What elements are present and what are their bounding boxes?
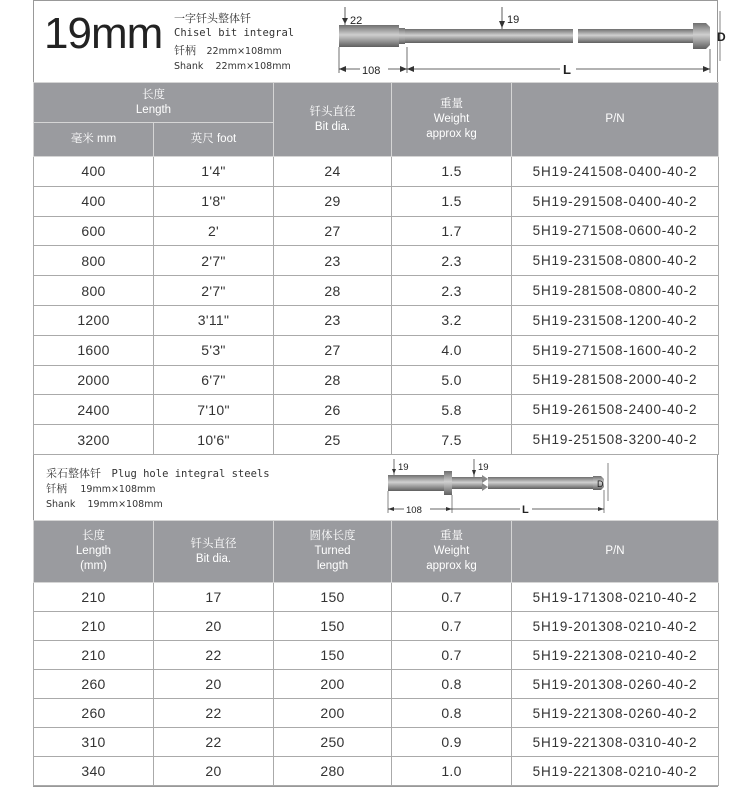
chisel-name-en: Chisel bit integral [174, 27, 295, 39]
plug-dim-shank-length: 108 [406, 505, 422, 516]
cell-pn: 5H19-221308-0210-40-2 [512, 757, 719, 786]
cell-mm: 800 [34, 246, 154, 276]
th-weight-cn: 重量 [440, 98, 463, 110]
cell-pn: 5H19-281508-0800-40-2 [512, 276, 719, 306]
cell-mm: 1200 [34, 305, 154, 335]
th2-bit-dia-cn: 钎头直径 [190, 537, 237, 550]
cell-dia: 23 [274, 246, 392, 276]
chisel-bit-shape [693, 23, 710, 49]
cell-turned: 280 [274, 757, 392, 786]
cell-len: 210 [34, 612, 154, 641]
plug-rod-diagram [384, 457, 609, 519]
cell-dia: 25 [274, 425, 392, 455]
th-foot: 英尺 foot [154, 123, 274, 157]
th2-turned-en1: Turned [314, 545, 351, 557]
plug-shank-label-en: Shank [46, 499, 76, 510]
table-row [34, 699, 719, 728]
cell-mm: 600 [34, 216, 154, 246]
cell-turned: 200 [274, 699, 392, 728]
cell-pn: 5H19-271508-0600-40-2 [512, 216, 719, 246]
cell-len: 310 [34, 728, 154, 757]
cell-foot: 2'7" [154, 246, 274, 276]
cell-pn: 5H19-281508-2000-40-2 [512, 365, 719, 395]
cell-pn: 5H19-201308-0260-40-2 [512, 670, 719, 699]
cell-kg: 2.3 [392, 276, 512, 306]
cell-pn: 5H19-251508-3200-40-2 [512, 425, 719, 455]
table-row [34, 157, 719, 187]
plug-dim-d: D [597, 479, 604, 489]
cell-kg: 1.0 [392, 757, 512, 786]
plug-hole-table [33, 520, 719, 786]
plug-hole-name-line [46, 466, 270, 482]
plug-dim-left: 19 [398, 462, 409, 473]
cell-len: 260 [34, 699, 154, 728]
th-bit-dia-en: Bit dia. [314, 120, 351, 133]
cell-pn: 5H19-221308-0260-40-2 [512, 699, 719, 728]
shank-label-en: Shank [174, 61, 204, 72]
cell-dia: 24 [274, 157, 392, 187]
plug-hole-name-cn: 采石整体钎 [46, 467, 101, 480]
cell-kg: 0.8 [392, 670, 512, 699]
th2-weight-unit: approx kg [426, 560, 477, 572]
cell-foot: 3'11" [154, 305, 274, 335]
plug-hole-spec [46, 466, 270, 512]
th-length [34, 83, 274, 123]
cell-foot: 5'3" [154, 335, 274, 365]
plug-shank-line-en [46, 497, 270, 512]
th2-turned-cn: 圆体长度 [309, 530, 356, 542]
th-length-en: Length [135, 103, 172, 116]
cell-pn: 5H19-201308-0210-40-2 [512, 612, 719, 641]
cell-kg: 1.5 [392, 157, 512, 187]
cell-mm: 400 [34, 157, 154, 187]
plug-shank-line-cn [46, 482, 270, 497]
cell-dia: 20 [154, 612, 274, 641]
table-row [34, 757, 719, 786]
th2-length-cn: 长度 [82, 530, 105, 542]
table-row [34, 728, 719, 757]
cell-mm: 800 [34, 276, 154, 306]
table-row [34, 246, 719, 276]
cell-dia: 22 [154, 699, 274, 728]
plug-shank-shape [388, 475, 444, 491]
cell-mm: 1600 [34, 335, 154, 365]
cell-kg: 0.8 [392, 699, 512, 728]
cell-kg: 5.0 [392, 365, 512, 395]
chisel-bit-table [33, 82, 719, 455]
th-mm: 毫米 mm [34, 123, 154, 157]
shank-line-en [174, 59, 294, 74]
cell-foot: 2'7" [154, 276, 274, 306]
th-length-cn: 长度 [142, 88, 165, 101]
cell-kg: 0.7 [392, 583, 512, 612]
shank-line-cn [174, 43, 294, 59]
plug-shank-label-cn: 钎柄 [46, 483, 67, 495]
cell-turned: 150 [274, 583, 392, 612]
table-row [34, 365, 719, 395]
table-row [34, 583, 719, 612]
table-row [34, 276, 719, 306]
cell-pn: 5H19-231508-0800-40-2 [512, 246, 719, 276]
th-bit-dia [274, 83, 392, 157]
plug-shank-dim-en: 19mm×108mm [87, 499, 163, 510]
plug-rod-shape [488, 477, 593, 489]
th2-pn: P/N [512, 521, 719, 583]
header-block [33, 0, 726, 82]
cell-kg: 0.7 [392, 641, 512, 670]
cell-dia: 28 [274, 365, 392, 395]
th2-weight-en: Weight [433, 545, 470, 557]
th-bit-dia-cn: 钎头直径 [309, 105, 356, 118]
th-weight [392, 83, 512, 157]
cell-pn: 5H19-221308-0310-40-2 [512, 728, 719, 757]
cell-mm: 400 [34, 186, 154, 216]
cell-foot: 7'10" [154, 395, 274, 425]
cell-kg: 0.9 [392, 728, 512, 757]
plug-shank-dim-cn: 19mm×108mm [80, 484, 156, 495]
cell-pn: 5H19-261508-2400-40-2 [512, 395, 719, 425]
shank-dim-en: 22mm×108mm [215, 61, 291, 72]
cell-pn: 5H19-231508-1200-40-2 [512, 305, 719, 335]
cell-len: 210 [34, 583, 154, 612]
cell-dia: 26 [274, 395, 392, 425]
cell-dia: 20 [154, 757, 274, 786]
cell-kg: 0.7 [392, 612, 512, 641]
size-title: 19mm [44, 9, 163, 58]
cell-dia: 17 [154, 583, 274, 612]
shank-dim-cn: 22mm×108mm [206, 46, 282, 57]
table-row [34, 612, 719, 641]
cell-foot: 2' [154, 216, 274, 246]
cell-kg: 1.7 [392, 216, 512, 246]
table-row [34, 335, 719, 365]
cell-mm: 2400 [34, 395, 154, 425]
cell-dia: 28 [274, 276, 392, 306]
table-row [34, 641, 719, 670]
table-row [34, 670, 719, 699]
table-row [34, 305, 719, 335]
th-pn: P/N [512, 83, 719, 157]
cell-pn: 5H19-271508-1600-40-2 [512, 335, 719, 365]
cell-kg: 7.5 [392, 425, 512, 455]
cell-pn: 5H19-221308-0210-40-2 [512, 641, 719, 670]
table-row [34, 186, 719, 216]
dim-d: D [717, 30, 726, 44]
th2-weight [392, 521, 512, 583]
dim-length: L [563, 62, 571, 77]
plug-hole-header [33, 455, 718, 520]
rod-shape [405, 29, 573, 43]
cell-turned: 250 [274, 728, 392, 757]
cell-dia: 29 [274, 186, 392, 216]
table-row [34, 425, 719, 455]
cell-kg: 5.8 [392, 395, 512, 425]
cell-pn: 5H19-241508-0400-40-2 [512, 157, 719, 187]
plug-dim-right: 19 [478, 462, 489, 473]
cell-dia: 27 [274, 216, 392, 246]
chisel-name-cn: 一字钎头整体钎 [174, 12, 251, 25]
cell-kg: 1.5 [392, 186, 512, 216]
shank-label-cn: 钎柄 [174, 44, 196, 57]
cell-mm: 3200 [34, 425, 154, 455]
cell-turned: 150 [274, 612, 392, 641]
cell-mm: 2000 [34, 365, 154, 395]
shank-shape [339, 25, 399, 47]
th2-turned [274, 521, 392, 583]
th2-length [34, 521, 154, 583]
cell-kg: 2.3 [392, 246, 512, 276]
cell-dia: 22 [154, 641, 274, 670]
cell-kg: 3.2 [392, 305, 512, 335]
cell-len: 340 [34, 757, 154, 786]
th2-bit-dia [154, 521, 274, 583]
chisel-spec [174, 11, 294, 74]
th2-length-en: Length [75, 545, 112, 557]
chisel-rod-diagram [334, 1, 726, 81]
cell-dia: 27 [274, 335, 392, 365]
cell-pn: 5H19-291508-0400-40-2 [512, 186, 719, 216]
cell-turned: 150 [274, 641, 392, 670]
cell-dia: 20 [154, 670, 274, 699]
th2-length-unit: (mm) [80, 560, 107, 572]
cell-foot: 1'8" [154, 186, 274, 216]
cell-dia: 22 [154, 728, 274, 757]
bottom-rule [33, 786, 718, 787]
plug-hole-name-en: Plug hole integral steels [111, 468, 270, 480]
cell-foot: 10'6" [154, 425, 274, 455]
cell-kg: 4.0 [392, 335, 512, 365]
th2-weight-cn: 重量 [440, 530, 463, 542]
cell-pn: 5H19-171308-0210-40-2 [512, 583, 719, 612]
cell-len: 260 [34, 670, 154, 699]
dim-rod-dia: 19 [507, 14, 520, 26]
cell-len: 210 [34, 641, 154, 670]
table-row [34, 216, 719, 246]
th-weight-en: Weight [433, 113, 470, 125]
th2-turned-en2: length [316, 560, 349, 572]
plug-dim-length: L [522, 504, 529, 516]
th2-bit-dia-en: Bit dia. [195, 552, 232, 565]
cell-foot: 6'7" [154, 365, 274, 395]
cell-foot: 1'4" [154, 157, 274, 187]
table-row [34, 395, 719, 425]
dim-shank-dia: 22 [350, 15, 363, 27]
dim-shank-length: 108 [362, 65, 381, 77]
cell-turned: 200 [274, 670, 392, 699]
cell-dia: 23 [274, 305, 392, 335]
th-weight-unit: approx kg [426, 128, 477, 140]
